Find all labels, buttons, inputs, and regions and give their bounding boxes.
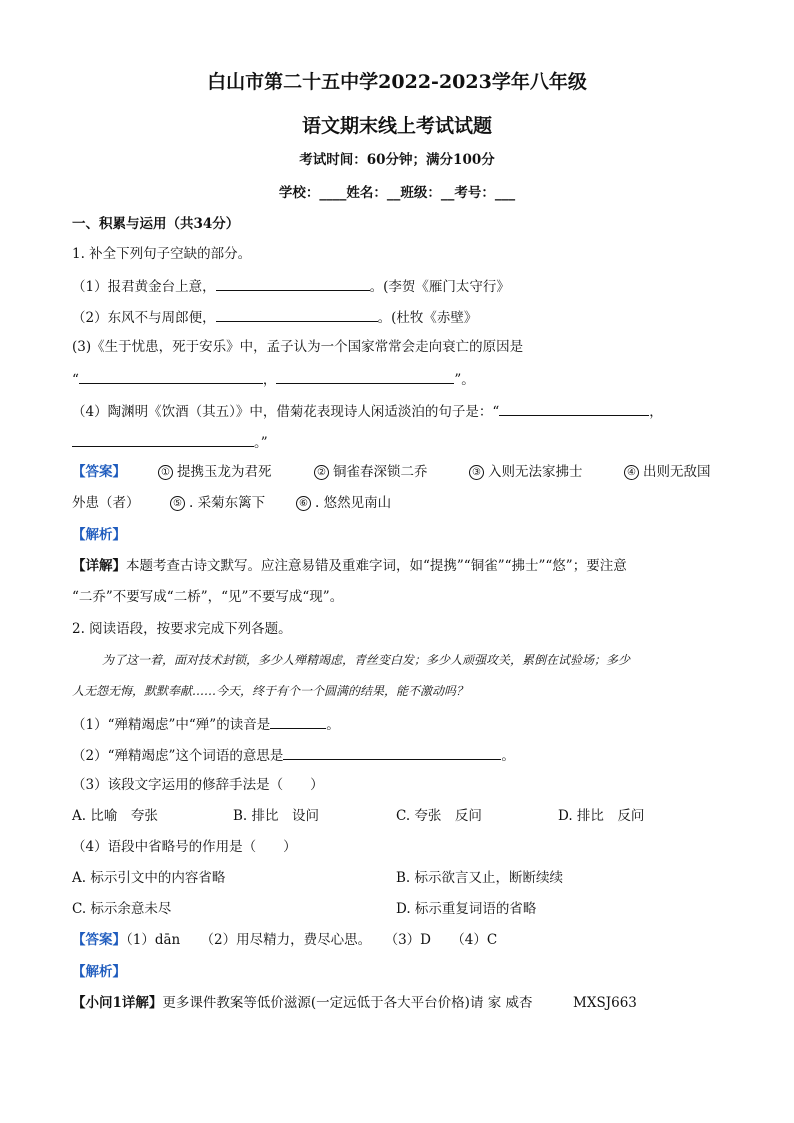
q2-answer (72, 931, 497, 949)
q1-line2-post: 。(杜牧《赤壁》 (377, 310, 478, 326)
q1-answer-1 (158, 463, 272, 481)
q1-blank-2[interactable] (216, 307, 378, 322)
q1-line3b-open: “ (72, 372, 79, 388)
q1-answer-2-num: ② (314, 465, 329, 480)
q1-line4-text: （4）陶渊明《饮酒（其五）》中，借菊花表现诗人闲适淡泊的句子是：“ (72, 404, 500, 420)
q2-sub2-post: 。 (501, 748, 515, 764)
q1-answer-4 (624, 463, 711, 481)
q1-answer-1-num: ① (158, 465, 173, 480)
q1-detail-text: 本题考查古诗文默写。应注意易错及重难字词，如“提携”“铜雀”“拂士”“悠”；要注意 (126, 558, 627, 574)
q2-analysis-tag: 【解析】 (72, 964, 126, 980)
q1-line3b-mid: ， (262, 372, 277, 388)
q2-sub2 (72, 745, 515, 765)
q1-line3: (3)《生于忧患，死于安乐》中，孟子认为一个国家常常会走向衰亡的原因是 (72, 339, 524, 355)
q2-blank-2[interactable] (283, 745, 501, 760)
q1-blank-6[interactable] (72, 432, 254, 447)
q1-answer-3-text: 入则无法家拂士 (488, 464, 583, 480)
q1-line2 (72, 307, 477, 327)
q1-detail (72, 557, 627, 575)
q2-sub4-option-a[interactable]: A. 标示引文中的内容省略 (72, 870, 226, 886)
q2-sub3-option-c[interactable]: C. 夸张 反问 (396, 808, 482, 824)
q2-sub4-option-b[interactable]: B. 标示欲言又止，断断续续 (396, 870, 564, 886)
q1-answer-6 (296, 494, 391, 512)
q1-answer-5 (170, 494, 265, 512)
exam-title: 白山市第二十五中学2022-2023学年八年级 (207, 71, 587, 93)
q1-answer-6-num: ⑥ (296, 496, 311, 511)
q1-blank-3[interactable] (79, 369, 263, 384)
q2-sub3-option-b[interactable]: B. 排比 设问 (233, 808, 320, 824)
q1-blank-1[interactable] (216, 276, 370, 291)
q1-answer-2-text: 铜雀春深锁二乔 (333, 464, 428, 480)
exam-subtitle: 语文期末线上考试试题 (301, 115, 492, 137)
q2-blank-1[interactable] (270, 714, 326, 729)
q1-stem: 1. 补全下列句子空缺的部分。 (72, 246, 252, 262)
q1-detail-tag: 【详解】 (72, 558, 126, 574)
q1-answer-4-num: ④ (624, 465, 639, 480)
q2-detail-tag: 【小问1详解】 (72, 995, 163, 1011)
q2-answer-tag: 【答案】 (72, 932, 126, 948)
q2-sub1-pre: （1）“殚精竭虑”中“殚”的读音是 (72, 717, 271, 733)
q2-sub3-option-a[interactable]: A. 比喻 夸张 (72, 808, 158, 824)
q1-answer-2 (314, 463, 428, 481)
q2-sub1-post: 。 (326, 717, 340, 733)
q2-passage-line1: 为了这一着，面对技术封锁，多少人殚精竭虑，青丝变白发；多少人顽强攻关，累倒在试验场；多少 (102, 653, 631, 667)
q1-line4 (72, 401, 663, 421)
q1-line3b (72, 369, 475, 389)
q1-blank-4[interactable] (276, 369, 454, 384)
section-heading: 一、积累与运用（共34分） (72, 216, 240, 232)
q1-answer-4-text: 出则无敌国 (643, 464, 711, 480)
q2-detail (72, 994, 637, 1012)
q1-answer-tag: 【答案】 (72, 464, 126, 480)
q1-answer-1-text: 提携玉龙为君死 (177, 464, 272, 480)
q2-sub4-option-c[interactable]: C. 标示余意未尽 (72, 901, 172, 917)
q2-detail-text: 更多课件教案等低价滋源(一定远低于各大平台价格)请 家 威杏 MXSJ663 (162, 995, 637, 1011)
q1-answer-line2-pre: 外患（者） (72, 495, 140, 511)
q2-sub3: （3）该段文字运用的修辞手法是（ ） (72, 777, 324, 793)
q1-line1-pre: （1）报君黄金台上意， (72, 279, 216, 295)
q1-answer-5-text: . 采菊东篱下 (189, 495, 266, 511)
q1-answer-6-text: . 悠然见南山 (315, 495, 392, 511)
student-fields: 学校：____姓名：__班级：__考号：___ (278, 185, 516, 201)
q2-stem: 2. 阅读语段，按要求完成下列各题。 (72, 621, 292, 637)
q2-answer-text: （1）dān （2）用尽精力，费尽心思。 （3）D （4）C (126, 932, 498, 948)
q1-line2-pre: （2）东风不与周郎便， (72, 310, 216, 326)
q1-line3b-close: ”。 (454, 372, 475, 388)
q1-answer-3-num: ③ (469, 465, 484, 480)
q1-line4-comma: ， (649, 404, 663, 420)
q1-line1-post: 。(李贺《雁门太守行》 (369, 279, 510, 295)
q2-sub2-pre: （2）“殚精竭虑”这个词语的意思是 (72, 748, 284, 764)
q2-sub4-option-d[interactable]: D. 标示重复词语的省略 (396, 901, 537, 917)
q2-sub3-option-d[interactable]: D. 排比 反问 (558, 808, 645, 824)
q2-sub4: （4）语段中省略号的作用是（ ） (72, 839, 297, 855)
q1-line4b (72, 432, 268, 452)
q1-line4b-close: 。” (254, 435, 268, 451)
q2-passage-line2: 人无怨无悔，默默奉献……今天，终于有个一个圆满的结果，能不激动吗？ (72, 684, 469, 698)
exam-info: 考试时间：60分钟；满分100分 (299, 152, 495, 168)
q1-answer-5-num: ⑤ (170, 496, 185, 511)
q1-detail-text2: “二乔”不要写成“二桥”，“见”不要写成“现”。 (72, 589, 344, 605)
q1-blank-5[interactable] (499, 401, 649, 416)
q1-line1 (72, 276, 510, 296)
q1-analysis-tag: 【解析】 (72, 527, 126, 543)
q1-answer-3 (469, 463, 583, 481)
q1-answer-line (72, 463, 126, 481)
q2-sub1 (72, 714, 340, 734)
